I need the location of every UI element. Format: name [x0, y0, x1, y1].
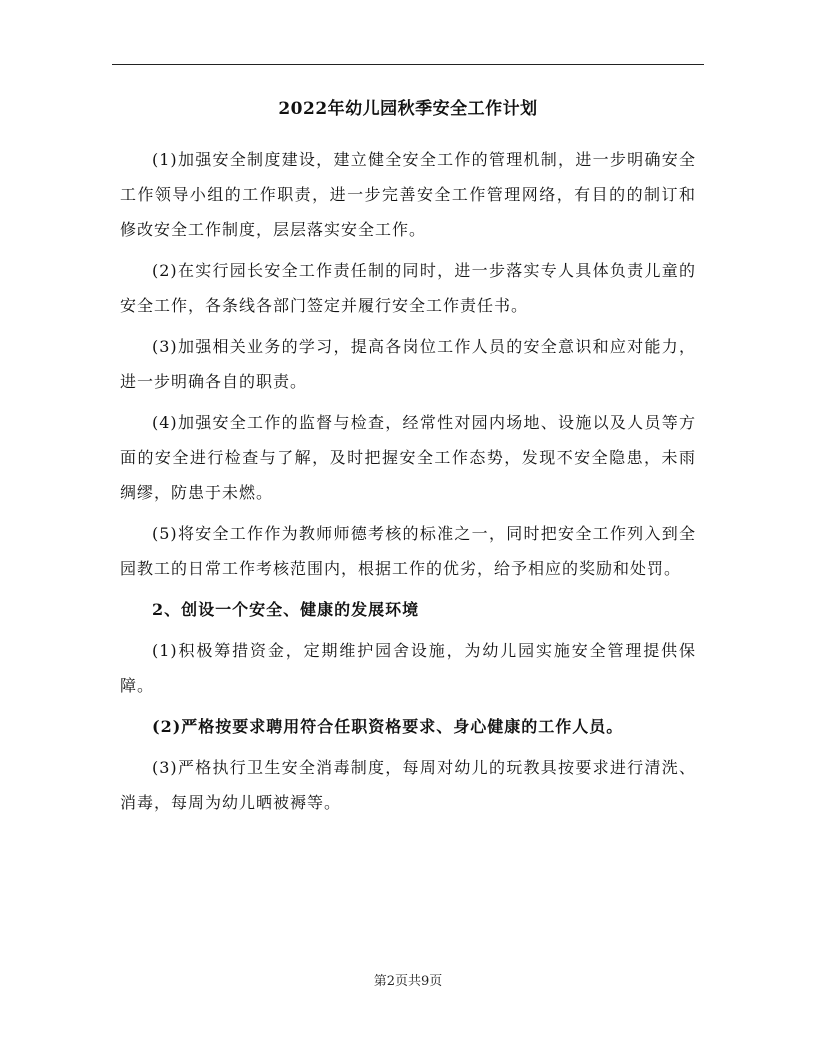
paragraph-6: (1)积极筹措资金，定期维护园舍设施，为幼儿园实施安全管理提供保障。 [120, 641, 696, 695]
document-title: 2022年幼儿园秋季安全工作计划 [278, 99, 538, 119]
paragraph-8: (3)严格执行卫生安全消毒制度，每周对幼儿的玩教具按要求进行清洗、消毒，每周为幼儿晒被褥等。 [120, 758, 696, 812]
paragraph-2: (2)在实行园长安全工作责任制的同时，进一步落实专人具体负责儿童的安全工作，各条线各部门签定并履行安全工作责任书。 [120, 261, 696, 315]
paragraph-5: (5)将安全工作作为教师师德考核的标准之一，同时把安全工作列入到全园教工的日常工作考核范围内，根据工作的优劣，给予相应的奖励和处罚。 [120, 524, 696, 578]
paragraph-7: (2)严格按要求聘用符合任职资格要求、身心健康的工作人员。 [152, 717, 624, 736]
header-rule [112, 64, 704, 65]
paragraph-1: (1)加强安全制度建设，建立健全安全工作的管理机制，进一步明确安全工作领导小组的工作职责，进一步完善安全工作管理网络，有目的的制订和修改安全工作制度，层层落实安全工作。 [120, 150, 696, 239]
paragraph-3: (3)加强相关业务的学习，提高各岗位工作人员的安全意识和应对能力，进一步明确各自的职责。 [120, 337, 696, 391]
document-body [120, 92, 696, 820]
section-heading: 2、创设一个安全、健康的发展环境 [152, 600, 420, 619]
paragraph-4: (4)加强安全工作的监督与检查，经常性对园内场地、设施以及人员等方面的安全进行检查与了解，及时把握安全工作态势，发现不安全隐患，未雨绸缪，防患于未燃。 [120, 413, 696, 502]
page-number: 第2页共9页 [373, 974, 443, 989]
